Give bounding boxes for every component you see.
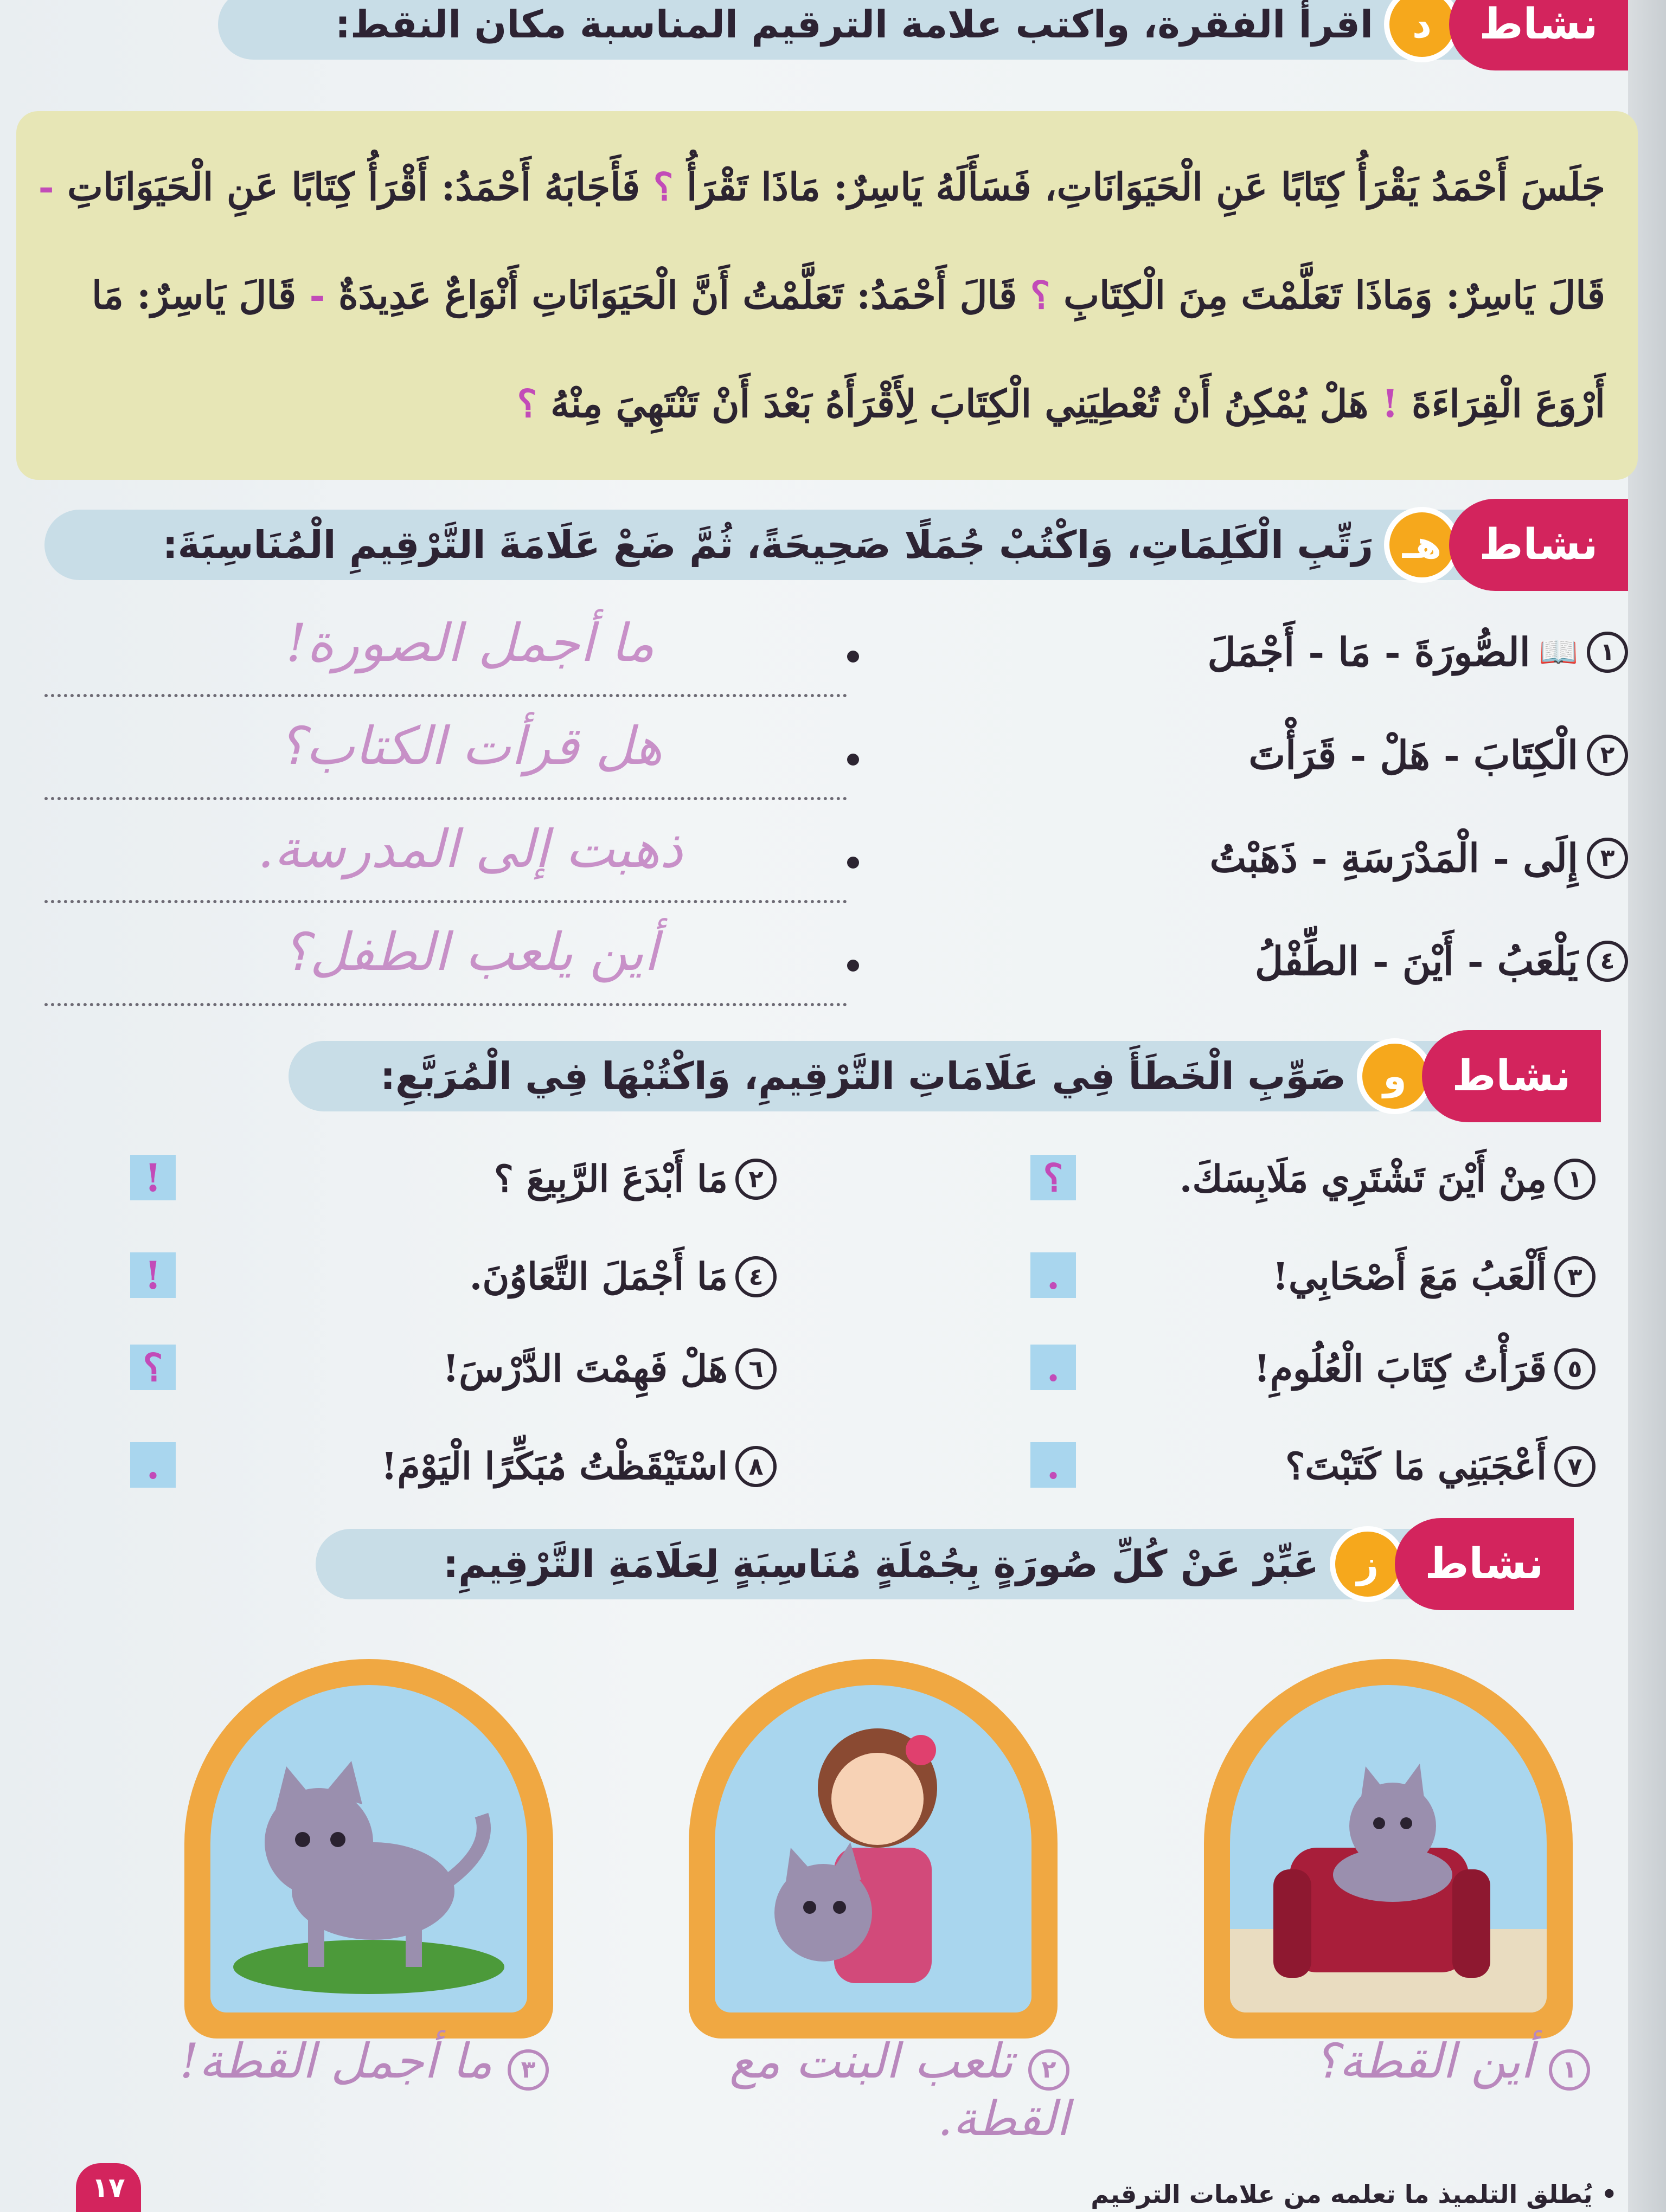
order-words [1248, 732, 1628, 778]
activity-h-tag: نشاط [1449, 499, 1628, 591]
footer-note: • يُطلق التلميذ ما تعلمه من علامات الترقيم [1091, 2179, 1617, 2209]
order-words [1255, 938, 1628, 984]
correction-item [381, 1437, 777, 1496]
correction-item [1254, 1339, 1595, 1399]
handwritten-caption: أين القطة؟ [1313, 2033, 1534, 2089]
item-number: ٣ [1554, 1256, 1595, 1297]
correction-item [443, 1339, 777, 1399]
correction-item [1180, 1149, 1595, 1209]
order-row [12, 922, 1628, 1014]
item-sentence: مَا أَبْدَعَ الرَّبِيعَ ؟ [494, 1158, 728, 1201]
answer-box[interactable]: . [1030, 1252, 1076, 1298]
filled-punctuation: ؟ [653, 164, 674, 209]
item-number: ٨ [735, 1446, 777, 1487]
answer-line[interactable] [44, 1003, 847, 1006]
item-sentence: مَا أَجْمَلَ التَّعَاوُنَ. [469, 1255, 728, 1298]
activity-z-header [326, 1518, 1574, 1610]
answer-line[interactable] [44, 900, 847, 903]
girl-with-cat-illustration [715, 1685, 1031, 2012]
handwritten-answer: ذهبت إلى المدرسة. [257, 819, 683, 879]
answer-box[interactable]: . [1030, 1345, 1076, 1390]
item-sentence: أَعْجَبَنِي مَا كَتَبْتَ؟ [1285, 1445, 1547, 1488]
order-words [1210, 835, 1629, 881]
caption-3 [137, 2033, 549, 2114]
item-number: ٦ [735, 1348, 777, 1390]
handwritten-answer: أين يلعب الطفل؟ [282, 922, 658, 982]
item-sentence: اسْتَيْقَظْتُ مُبَكِّرًا الْيَوْمَ! [381, 1445, 728, 1488]
item-number: ٤ [735, 1256, 777, 1297]
cat-on-armchair-illustration [1230, 1685, 1547, 2012]
paragraph-segment: قَالَ يَاسِرٌ: مَا أَرْوَعَ الْقِرَاءَةَ [92, 273, 1605, 426]
book-icon: 📖 [1539, 633, 1578, 670]
paragraph-box [16, 111, 1638, 480]
answer-box[interactable]: ! [130, 1252, 176, 1298]
bullet-dot [847, 857, 859, 869]
correction-item [1285, 1437, 1595, 1496]
scrambled-words: إِلَى - الْمَدْرَسَةِ - ذَهَبْتُ [1209, 835, 1578, 881]
answer-box[interactable]: ؟ [130, 1345, 176, 1390]
picture-frame-cat-on-grass [184, 1659, 553, 2039]
item-sentence: هَلْ فَهِمْتَ الدَّرْسَ! [443, 1347, 728, 1391]
item-number: ١ [1554, 1159, 1595, 1200]
picture-background [1230, 1685, 1547, 2012]
caption-number: ١ [1549, 2049, 1590, 2091]
picture-background [210, 1685, 527, 2012]
answer-box[interactable]: . [130, 1442, 176, 1488]
paragraph-segment: جَلَسَ أَحْمَدُ يَقْرَأُ كِتَابًا عَنِ الْحَيَوَانَاتِ، فَسَأَلَهُ يَاسِرٌ: مَاذَا تَقْرَأُ [687, 164, 1605, 209]
caption-2 [603, 2033, 1069, 2146]
activity-w-letter-badge: و [1357, 1038, 1433, 1114]
answer-line[interactable] [44, 694, 847, 697]
caption-number: ٣ [508, 2049, 549, 2091]
order-words [1208, 629, 1628, 675]
handwritten-caption: تلعب البنت مع القطة. [729, 2033, 1069, 2146]
filled-punctuation: ؟ [1030, 273, 1050, 318]
activity-w-tag: نشاط [1422, 1030, 1601, 1122]
paragraph-segment: هَلْ يُمْكِنُ أَنْ تُعْطِيَنِي الْكِتَابَ لِأَقْرَأَهُ بَعْدَ أَنْ تَنْتَهِيَ مِنْهُ [550, 381, 1369, 426]
filled-punctuation: ! [1381, 381, 1399, 426]
row-number: ١ [1587, 632, 1628, 673]
bullet-dot [847, 754, 859, 766]
paragraph-segment: فَأَجَابَهُ أَحْمَدُ: أَقْرَأُ كِتَابًا عَنِ الْحَيَوَانَاتِ [67, 164, 640, 209]
correction-item [494, 1149, 777, 1209]
picture-background [715, 1685, 1031, 2012]
row-number: ٢ [1587, 735, 1628, 776]
handwritten-answer: هل قرأت الكتاب؟ [278, 716, 663, 776]
item-sentence: مِنْ أَيْنَ تَشْتَرِي مَلَابِسَكَ. [1179, 1158, 1547, 1201]
scrambled-words: الْكِتَابَ - هَلْ - قَرَأْتَ [1248, 732, 1578, 778]
paragraph-text [33, 133, 1605, 458]
activity-d-tag: نشاط [1449, 0, 1628, 70]
item-number: ٧ [1554, 1446, 1595, 1487]
row-number: ٤ [1587, 941, 1628, 982]
correction-item [470, 1247, 777, 1307]
filled-punctuation: - [309, 273, 325, 318]
answer-box[interactable]: ؟ [1030, 1155, 1076, 1200]
correction-item [1272, 1247, 1595, 1307]
activity-z-tag: نشاط [1395, 1518, 1574, 1610]
answer-box[interactable]: . [1030, 1442, 1076, 1488]
activity-h-instruction: رَتِّبِ الْكَلِمَاتِ، وَاكْتُبْ جُمَلًا صَحِيحَةً، ثُمَّ ضَعْ عَلَامَةَ التَّرْقِيمِ الْمُنَاسِبَةَ: [44, 510, 1465, 580]
page-number: ١٧ [76, 2163, 141, 2212]
answer-line[interactable] [44, 797, 847, 800]
activity-d-letter-badge: د [1384, 0, 1460, 62]
activity-d-header [240, 0, 1628, 70]
caption-number: ٢ [1028, 2049, 1069, 2091]
cat-on-grass-illustration [210, 1685, 527, 2012]
handwritten-answer: ما أجمل الصورة! [286, 613, 655, 673]
row-number: ٣ [1587, 838, 1628, 879]
item-sentence: أَلْعَبُ مَعَ أَصْحَابِي! [1272, 1255, 1547, 1298]
activity-d-instruction: اقرأ الفقرة، واكتب علامة الترقيم المناسبة مكان النقط: [218, 0, 1465, 60]
activity-z-letter-badge: ز [1330, 1526, 1406, 1602]
answer-box[interactable]: ! [130, 1155, 176, 1200]
caption-1 [1167, 2033, 1590, 2114]
order-row [12, 819, 1628, 911]
item-sentence: قَرَأْتُ كِتَابَ الْعُلُومِ! [1254, 1347, 1547, 1391]
filled-punctuation: - [38, 164, 54, 209]
activity-h-letter-badge: هـ [1384, 507, 1460, 583]
scrambled-words: يَلْعَبُ - أَيْنَ - الطِّفْلُ [1254, 938, 1578, 984]
picture-frame-cat-on-armchair [1204, 1659, 1573, 2039]
activity-w-header [299, 1030, 1601, 1122]
handwritten-caption: ما أجمل القطة! [180, 2033, 493, 2089]
order-row [12, 716, 1628, 808]
picture-frame-girl-with-cat [689, 1659, 1058, 2039]
scrambled-words: الصُّورَةَ - مَا - أَجْمَلَ [1207, 629, 1530, 675]
bullet-dot [847, 960, 859, 972]
bullet-dot [847, 651, 859, 663]
activity-h-header [55, 499, 1628, 591]
item-number: ٥ [1554, 1348, 1595, 1390]
order-row [12, 613, 1628, 705]
activity-w-instruction: صَوِّبِ الْخَطَأَ فِي عَلَامَاتِ التَّرْقِيمِ، وَاكْتُبْهَا فِي الْمُرَبَّعِ: [289, 1041, 1438, 1111]
filled-punctuation: ؟ [517, 381, 537, 426]
activity-z-instruction: عَبِّرْ عَنْ كُلِّ صُورَةٍ بِجُمْلَةٍ مُنَاسِبَةٍ لِعَلَامَةِ التَّرْقِيمِ: [316, 1529, 1411, 1599]
item-number: ٢ [735, 1159, 777, 1200]
paragraph-segment: قَالَ أَحْمَدُ: تَعَلَّمْتُ أَنَّ الْحَيَوَانَاتِ أَنْوَاعٌ عَدِيدَةٌ [338, 273, 1017, 318]
paragraph-segment: قَالَ يَاسِرٌ: وَمَاذَا تَعَلَّمْتَ مِنَ الْكِتَابِ [1063, 273, 1605, 318]
